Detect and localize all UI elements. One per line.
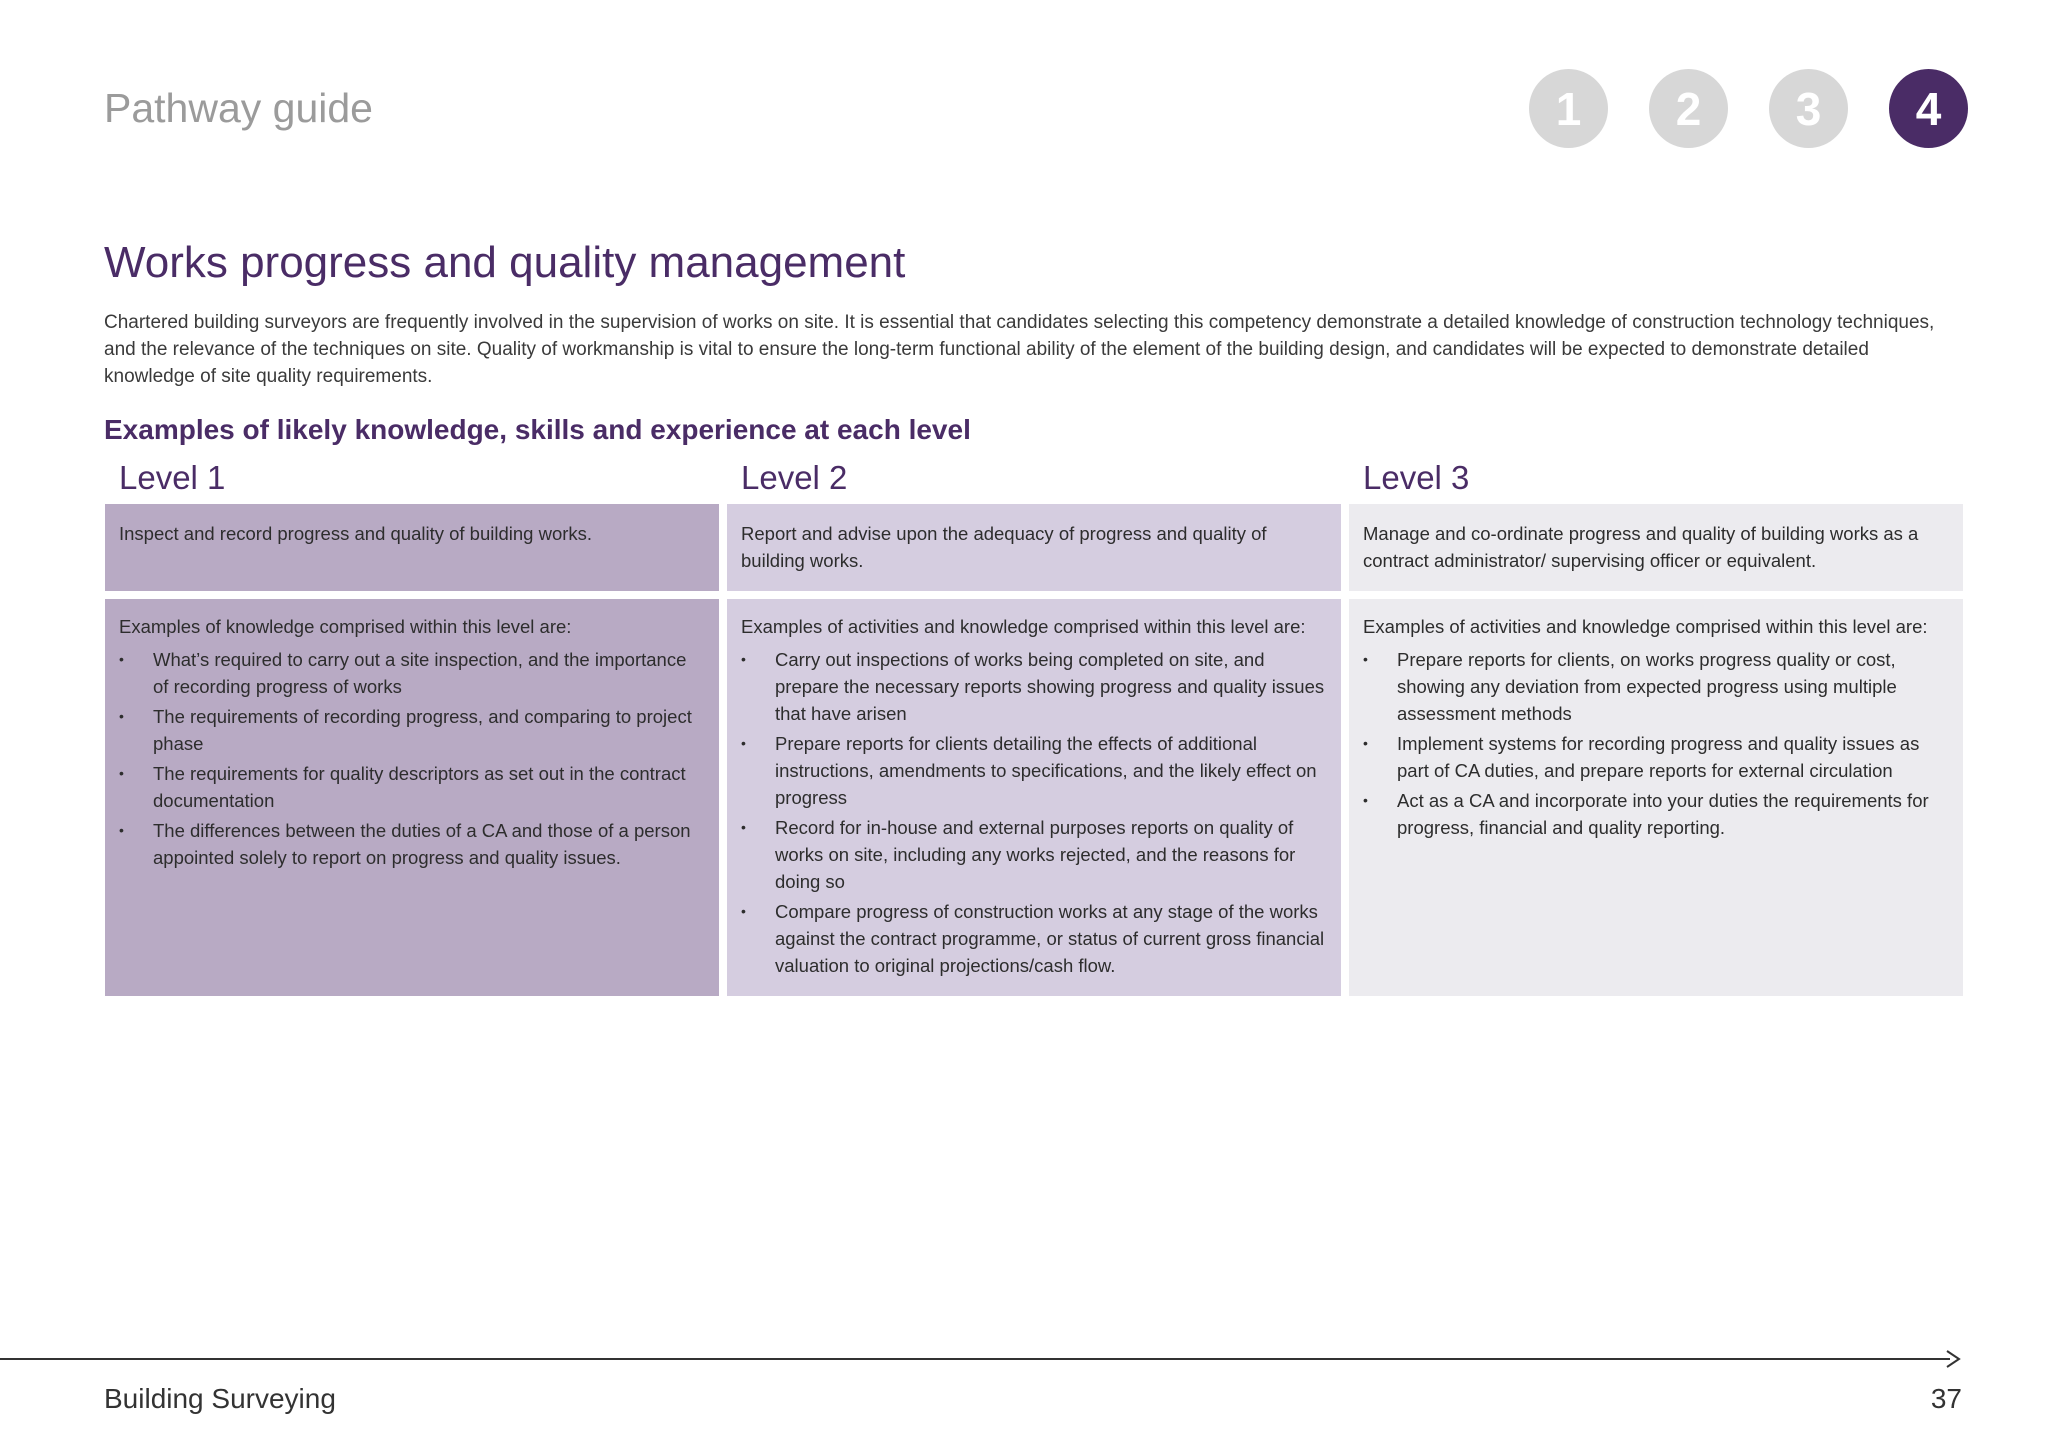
list-item: [1363, 730, 1949, 784]
level-1-bullet-list: [119, 646, 705, 871]
list-item-text: Prepare reports for clients detailing the effects of additional instructions, amendments to specifications, and the likely effect on progress: [775, 733, 1317, 808]
level-1-title: Level 1: [119, 459, 226, 496]
footer-title: Building Surveying: [104, 1383, 336, 1414]
bullet-icon: •: [1363, 651, 1368, 667]
bullet-icon: •: [741, 735, 746, 751]
bullet-icon: •: [119, 651, 124, 667]
list-item-text: Record for in-house and external purposes reports on quality of works on site, including any works rejected, and the reasons for doing so: [775, 817, 1296, 892]
list-item: [119, 817, 705, 871]
bullet-icon: •: [119, 708, 124, 724]
examples-heading: Examples of likely knowledge, skills and experience at each level: [104, 414, 971, 445]
level-2-column: [727, 456, 1341, 996]
list-item-text: Implement systems for recording progress and quality issues as part of CA duties, and prepare reports for external circulation: [1397, 733, 1920, 781]
bullet-icon: •: [119, 765, 124, 781]
levels-table: [105, 456, 1963, 996]
list-item: [741, 730, 1327, 811]
list-item-text: The requirements of recording progress, and comparing to project phase: [153, 706, 692, 754]
list-item: [119, 703, 705, 757]
level-1-summary: Inspect and record progress and quality of building works.: [105, 504, 719, 591]
list-item: [119, 760, 705, 814]
step-3-button[interactable]: 3: [1769, 69, 1848, 148]
level-1-detail-intro: Examples of knowledge comprised within this level are:: [119, 616, 572, 637]
level-3-column: [1349, 456, 1963, 996]
step-2-button[interactable]: 2: [1649, 69, 1728, 148]
list-item: [741, 646, 1327, 727]
arrow-right-icon: [1944, 1350, 1962, 1368]
bullet-icon: •: [741, 651, 746, 667]
level-2-bullet-list: [741, 646, 1327, 979]
list-item-text: Compare progress of construction works at any stage of the works against the contract programme, or status of current gross financial valuation to original projections/cash flow.: [775, 901, 1325, 976]
level-2-title: Level 2: [741, 459, 848, 496]
level-3-summary: Manage and co-ordinate progress and quality of building works as a contract administrator/ supervising officer or equivalent.: [1349, 504, 1963, 591]
level-3-detail: [1349, 599, 1963, 996]
list-item-text: Act as a CA and incorporate into your duties the requirements for progress, financial and quality reporting.: [1397, 790, 1929, 838]
bullet-icon: •: [741, 903, 746, 919]
bullet-icon: •: [1363, 792, 1368, 808]
list-item: [119, 646, 705, 700]
bullet-icon: •: [1363, 735, 1368, 751]
step-4-button[interactable]: 4: [1889, 69, 1968, 148]
guide-title: Pathway guide: [104, 85, 373, 131]
level-1-detail: [105, 599, 719, 996]
list-item: [741, 814, 1327, 895]
level-2-detail-intro: Examples of activities and knowledge comprised within this level are:: [741, 616, 1306, 637]
level-2-summary: Report and advise upon the adequacy of progress and quality of building works.: [727, 504, 1341, 591]
level-3-bullet-list: [1363, 646, 1949, 841]
level-2-detail: [727, 599, 1341, 996]
list-item: [1363, 646, 1949, 727]
list-item-text: Carry out inspections of works being completed on site, and prepare the necessary reports showing progress and quality issues that have arisen: [775, 649, 1325, 724]
section-title: Works progress and quality management: [104, 238, 906, 287]
footer-divider: [0, 1358, 1950, 1360]
list-item-text: The requirements for quality descriptors as set out in the contract documentation: [153, 763, 686, 811]
bullet-icon: •: [119, 822, 124, 838]
level-3-title: Level 3: [1363, 459, 1470, 496]
list-item: [741, 898, 1327, 979]
step-1-button[interactable]: 1: [1529, 69, 1608, 148]
page-number: 37: [1930, 1383, 1962, 1414]
list-item: [1363, 787, 1949, 841]
list-item-text: What’s required to carry out a site inspection, and the importance of recording progress of works: [153, 649, 687, 697]
list-item-text: Prepare reports for clients, on works progress quality or cost, showing any deviation from expected progress using multiple assessment methods: [1397, 649, 1897, 724]
level-3-detail-intro: Examples of activities and knowledge comprised within this level are:: [1363, 616, 1928, 637]
level-1-column: [105, 456, 719, 996]
bullet-icon: •: [741, 819, 746, 835]
step-navigation: [1529, 69, 1968, 148]
list-item-text: The differences between the duties of a CA and those of a person appointed solely to report on progress and quality issues.: [153, 820, 691, 868]
section-intro: Chartered building surveyors are frequently involved in the supervision of works on site. It is essential that candidates selecting this competency demonstrate a detailed knowledge of construction technology techniques, and the relevance of the techniques on site. Quality of workmanship is vital to ensure the long-term functional ability of the element of the building design, and candidates will be expected to demonstrate detailed knowledge of site quality requirements.: [104, 312, 1935, 387]
